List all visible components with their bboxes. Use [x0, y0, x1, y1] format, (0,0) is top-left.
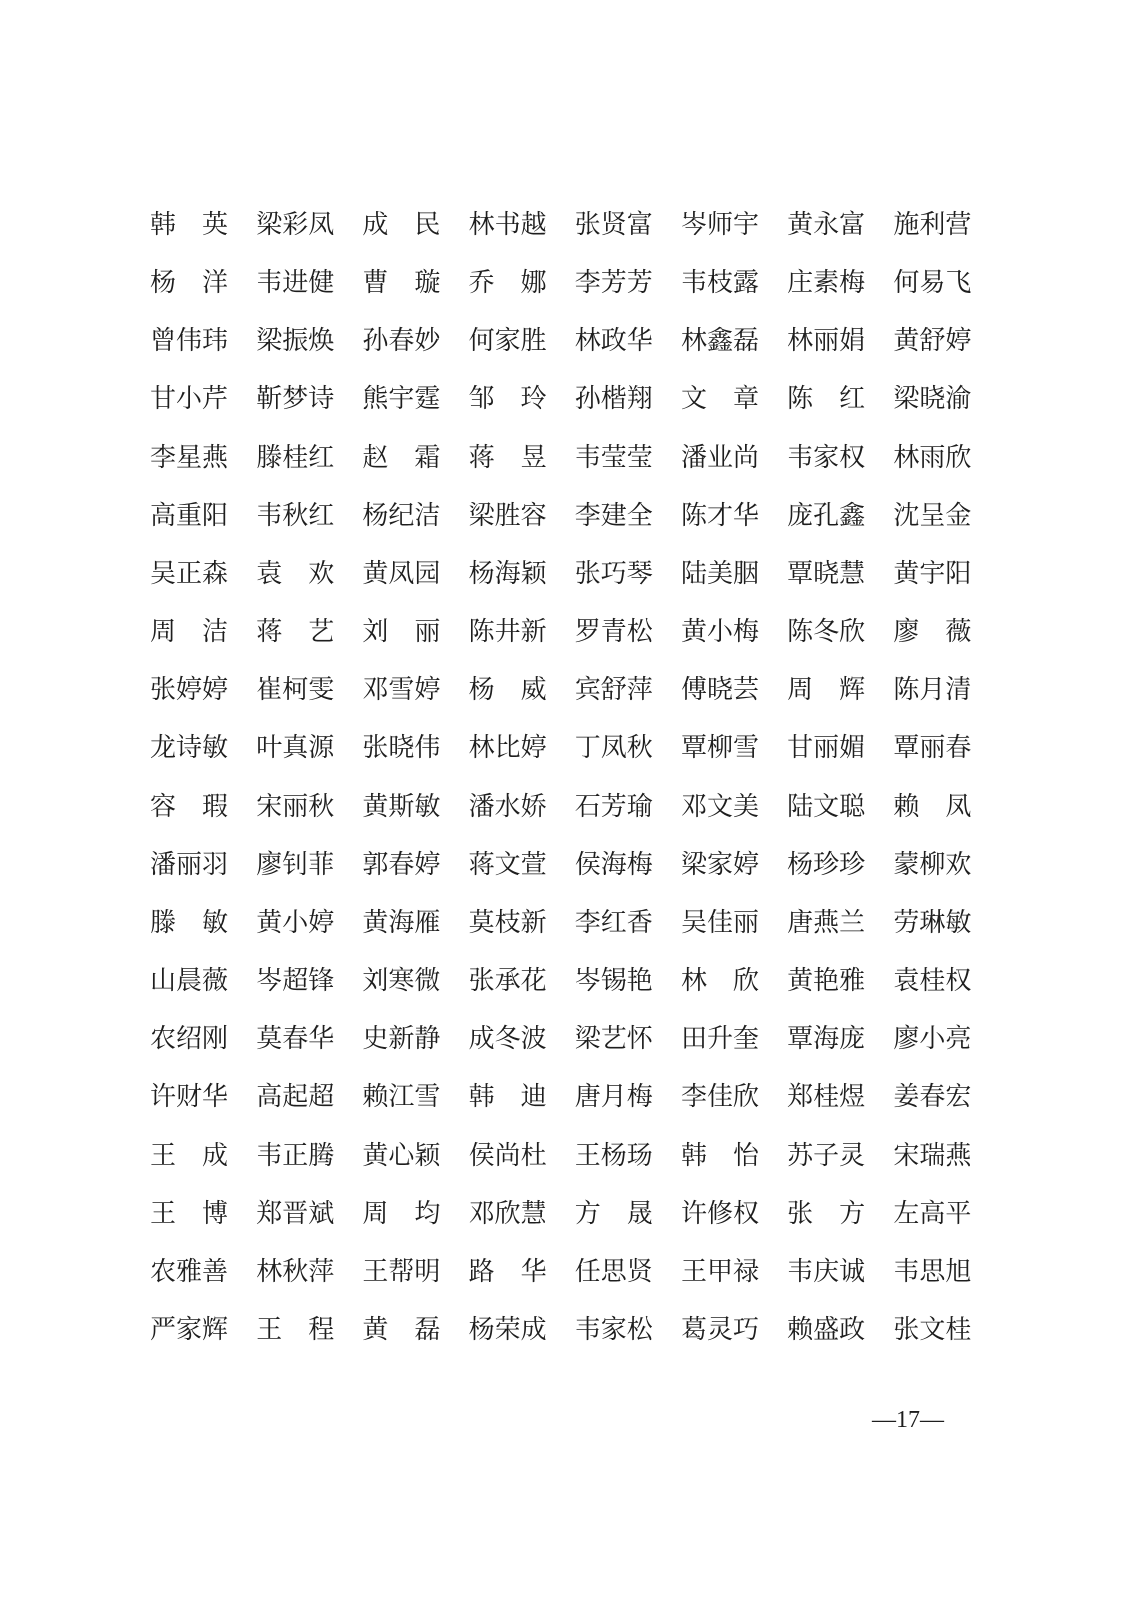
- name-cell: 唐月梅: [574, 1082, 653, 1113]
- name-cell: 梁彩凤: [256, 210, 335, 240]
- name-cell: 张晓伟: [362, 733, 441, 764]
- name-cell: 黄小梅: [680, 617, 759, 648]
- name-cell: 邓欣慧: [468, 1198, 547, 1229]
- name-cell: 庄素梅: [787, 268, 866, 299]
- name-cell: 石芳瑜: [574, 791, 653, 822]
- name-cell: 路 华: [468, 1256, 547, 1287]
- name-cell: 覃柳雪: [680, 733, 759, 764]
- name-cell: 黄艳雅: [787, 966, 866, 997]
- name-cell: 容 瑕: [150, 791, 229, 822]
- name-cell: 罗青松: [574, 617, 653, 648]
- name-cell: 覃丽春: [893, 733, 972, 764]
- name-cell: 袁 欢: [256, 558, 335, 589]
- name-cell: 王 成: [150, 1140, 229, 1171]
- name-cell: 成 民: [362, 210, 441, 240]
- name-cell: 邓文美: [680, 791, 759, 822]
- name-cell: 滕 敏: [150, 907, 229, 938]
- name-cell: 杨珍珍: [787, 849, 866, 880]
- name-cell: 孙楷翔: [574, 384, 653, 415]
- name-cell: 陈才华: [680, 500, 759, 531]
- name-cell: 赖 凤: [893, 791, 972, 822]
- name-cell: 宾舒萍: [574, 675, 653, 706]
- name-cell: 许财华: [150, 1082, 229, 1113]
- name-cell: 韦家权: [787, 442, 866, 473]
- name-cell: 郑桂煜: [787, 1082, 866, 1113]
- name-cell: 张承花: [468, 966, 547, 997]
- name-cell: 方 晟: [574, 1198, 653, 1229]
- name-cell: 郑晋斌: [256, 1198, 335, 1229]
- name-cell: 成冬波: [468, 1024, 547, 1055]
- name-cell: 韩 怡: [680, 1140, 759, 1171]
- name-cell: 王 程: [256, 1314, 335, 1345]
- name-cell: 黄心颖: [362, 1140, 441, 1171]
- name-cell: 严家辉: [150, 1314, 229, 1345]
- name-cell: 廖 薇: [893, 617, 972, 648]
- name-cell: 李佳欣: [680, 1082, 759, 1113]
- name-cell: 潘业尚: [680, 442, 759, 473]
- name-cell: 杨纪洁: [362, 500, 441, 531]
- name-cell: 葛灵巧: [680, 1314, 759, 1345]
- name-cell: 滕桂红: [256, 442, 335, 473]
- name-cell: 田升奎: [680, 1024, 759, 1055]
- name-cell: 廖钊菲: [256, 849, 335, 880]
- name-cell: 韦莹莹: [574, 442, 653, 473]
- name-cell: 杨 洋: [150, 268, 229, 299]
- name-cell: 岑师宇: [680, 210, 759, 240]
- name-cell: 侯海梅: [574, 849, 653, 880]
- name-cell: 陈井新: [468, 617, 547, 648]
- name-row: [150, 836, 1000, 894]
- name-cell: 岑锡艳: [574, 966, 653, 997]
- name-cell: 高重阳: [150, 500, 229, 531]
- name-cell: 廖小亮: [893, 1024, 972, 1055]
- name-cell: 林 欣: [680, 966, 759, 997]
- name-cell: 甘小芹: [150, 384, 229, 415]
- name-cell: 张文桂: [893, 1314, 972, 1345]
- name-cell: 林鑫磊: [680, 326, 759, 357]
- name-list: [150, 196, 1000, 1359]
- name-cell: 许修权: [680, 1198, 759, 1229]
- name-cell: 高起超: [256, 1082, 335, 1113]
- name-row: [150, 196, 1000, 254]
- name-cell: 梁晓渝: [893, 384, 972, 415]
- name-cell: 蒋 昱: [468, 442, 547, 473]
- name-cell: 杨海颖: [468, 558, 547, 589]
- name-cell: 山晨薇: [150, 966, 229, 997]
- name-cell: 韦家松: [574, 1314, 653, 1345]
- name-cell: 林书越: [468, 210, 547, 240]
- name-cell: 甘丽媚: [787, 733, 866, 764]
- name-cell: 曾伟玮: [150, 326, 229, 357]
- name-cell: 傅晓芸: [680, 675, 759, 706]
- name-cell: 李红香: [574, 907, 653, 938]
- name-row: [150, 719, 1000, 777]
- name-cell: 刘寒微: [362, 966, 441, 997]
- name-cell: 王甲禄: [680, 1256, 759, 1287]
- name-cell: 龙诗敏: [150, 733, 229, 764]
- name-cell: 韦进健: [256, 268, 335, 299]
- name-cell: 姜春宏: [893, 1082, 972, 1113]
- name-cell: 李建全: [574, 500, 653, 531]
- name-cell: 崔柯雯: [256, 675, 335, 706]
- name-cell: 靳梦诗: [256, 384, 335, 415]
- name-cell: 农绍刚: [150, 1024, 229, 1055]
- name-cell: 梁家婷: [680, 849, 759, 880]
- name-cell: 王杨玚: [574, 1140, 653, 1171]
- name-cell: 叶真源: [256, 733, 335, 764]
- name-cell: 黄斯敏: [362, 791, 441, 822]
- name-cell: 唐燕兰: [787, 907, 866, 938]
- name-cell: 李芳芳: [574, 268, 653, 299]
- name-row: [150, 1185, 1000, 1243]
- name-cell: 孙春妙: [362, 326, 441, 357]
- page-number: —17—: [872, 1407, 944, 1433]
- name-cell: 何家胜: [468, 326, 547, 357]
- name-cell: 苏子灵: [787, 1140, 866, 1171]
- name-cell: 韦思旭: [893, 1256, 972, 1287]
- name-cell: 文 章: [680, 384, 759, 415]
- name-cell: 袁桂权: [893, 966, 972, 997]
- name-cell: 林雨欣: [893, 442, 972, 473]
- name-cell: 林比婷: [468, 733, 547, 764]
- name-cell: 林秋萍: [256, 1256, 335, 1287]
- name-cell: 赖江雪: [362, 1082, 441, 1113]
- name-cell: 王帮明: [362, 1256, 441, 1287]
- name-cell: 韦正腾: [256, 1140, 335, 1171]
- name-row: [150, 661, 1000, 719]
- name-cell: 沈呈金: [893, 500, 972, 531]
- name-row: [150, 778, 1000, 836]
- name-cell: 邹 玲: [468, 384, 547, 415]
- name-cell: 岑超锋: [256, 966, 335, 997]
- name-cell: 李星燕: [150, 442, 229, 473]
- name-cell: 黄宇阳: [893, 558, 972, 589]
- name-row: [150, 254, 1000, 312]
- name-cell: 莫春华: [256, 1024, 335, 1055]
- name-cell: 黄 磊: [362, 1314, 441, 1345]
- name-cell: 丁凤秋: [574, 733, 653, 764]
- name-cell: 陈月清: [893, 675, 972, 706]
- name-cell: 郭春婷: [362, 849, 441, 880]
- name-cell: 蒋文萱: [468, 849, 547, 880]
- name-row: [150, 1010, 1000, 1068]
- name-cell: 劳琳敏: [893, 907, 972, 938]
- name-cell: 韦枝露: [680, 268, 759, 299]
- name-cell: 王 博: [150, 1198, 229, 1229]
- name-row: [150, 545, 1000, 603]
- name-row: [150, 1301, 1000, 1359]
- name-row: [150, 1127, 1000, 1185]
- name-cell: 吴正森: [150, 558, 229, 589]
- name-cell: 曹 璇: [362, 268, 441, 299]
- name-row: [150, 370, 1000, 428]
- name-cell: 周 辉: [787, 675, 866, 706]
- name-cell: 赖盛政: [787, 1314, 866, 1345]
- name-cell: 张贤富: [574, 210, 653, 240]
- name-cell: 黄舒婷: [893, 326, 972, 357]
- name-cell: 周 洁: [150, 617, 229, 648]
- name-cell: 黄凤园: [362, 558, 441, 589]
- name-row: [150, 1068, 1000, 1126]
- name-row: [150, 312, 1000, 370]
- name-cell: 熊宇霆: [362, 384, 441, 415]
- name-cell: 蒋 艺: [256, 617, 335, 648]
- name-cell: 吴佳丽: [680, 907, 759, 938]
- name-cell: 林政华: [574, 326, 653, 357]
- name-cell: 宋丽秋: [256, 791, 335, 822]
- name-cell: 韩 迪: [468, 1082, 547, 1113]
- name-cell: 黄小婷: [256, 907, 335, 938]
- name-cell: 陆文聪: [787, 791, 866, 822]
- name-cell: 何易飞: [893, 268, 972, 299]
- name-cell: 覃海庞: [787, 1024, 866, 1055]
- name-cell: 潘水娇: [468, 791, 547, 822]
- name-cell: 史新静: [362, 1024, 441, 1055]
- name-cell: 任思贤: [574, 1256, 653, 1287]
- name-cell: 乔 娜: [468, 268, 547, 299]
- name-cell: 林丽娟: [787, 326, 866, 357]
- name-cell: 邓雪婷: [362, 675, 441, 706]
- name-cell: 黄永富: [787, 210, 866, 240]
- name-cell: 侯尚杜: [468, 1140, 547, 1171]
- name-cell: 韩 英: [150, 210, 229, 240]
- name-cell: 施利营: [893, 210, 972, 240]
- name-cell: 杨荣成: [468, 1314, 547, 1345]
- name-cell: 农雅善: [150, 1256, 229, 1287]
- name-cell: 潘丽羽: [150, 849, 229, 880]
- name-row: [150, 603, 1000, 661]
- name-row: [150, 1243, 1000, 1301]
- name-cell: 覃晓慧: [787, 558, 866, 589]
- name-cell: 赵 霜: [362, 442, 441, 473]
- name-cell: 庞孔鑫: [787, 500, 866, 531]
- name-cell: 陈 红: [787, 384, 866, 415]
- name-cell: 张巧琴: [574, 558, 653, 589]
- name-cell: 梁振焕: [256, 326, 335, 357]
- name-cell: 张 方: [787, 1198, 866, 1229]
- name-cell: 蒙柳欢: [893, 849, 972, 880]
- name-cell: 韦庆诚: [787, 1256, 866, 1287]
- name-cell: 陈冬欣: [787, 617, 866, 648]
- name-cell: 黄海雁: [362, 907, 441, 938]
- name-cell: 陆美胭: [680, 558, 759, 589]
- name-row: [150, 894, 1000, 952]
- name-cell: 莫枝新: [468, 907, 547, 938]
- name-cell: 韦秋红: [256, 500, 335, 531]
- name-cell: 刘 丽: [362, 617, 441, 648]
- name-cell: 周 均: [362, 1198, 441, 1229]
- name-cell: 宋瑞燕: [893, 1140, 972, 1171]
- name-cell: 张婷婷: [150, 675, 229, 706]
- name-row: [150, 429, 1000, 487]
- name-cell: 左高平: [893, 1198, 972, 1229]
- name-cell: 梁胜容: [468, 500, 547, 531]
- name-row: [150, 952, 1000, 1010]
- name-row: [150, 487, 1000, 545]
- name-cell: 杨 威: [468, 675, 547, 706]
- name-cell: 梁艺怀: [574, 1024, 653, 1055]
